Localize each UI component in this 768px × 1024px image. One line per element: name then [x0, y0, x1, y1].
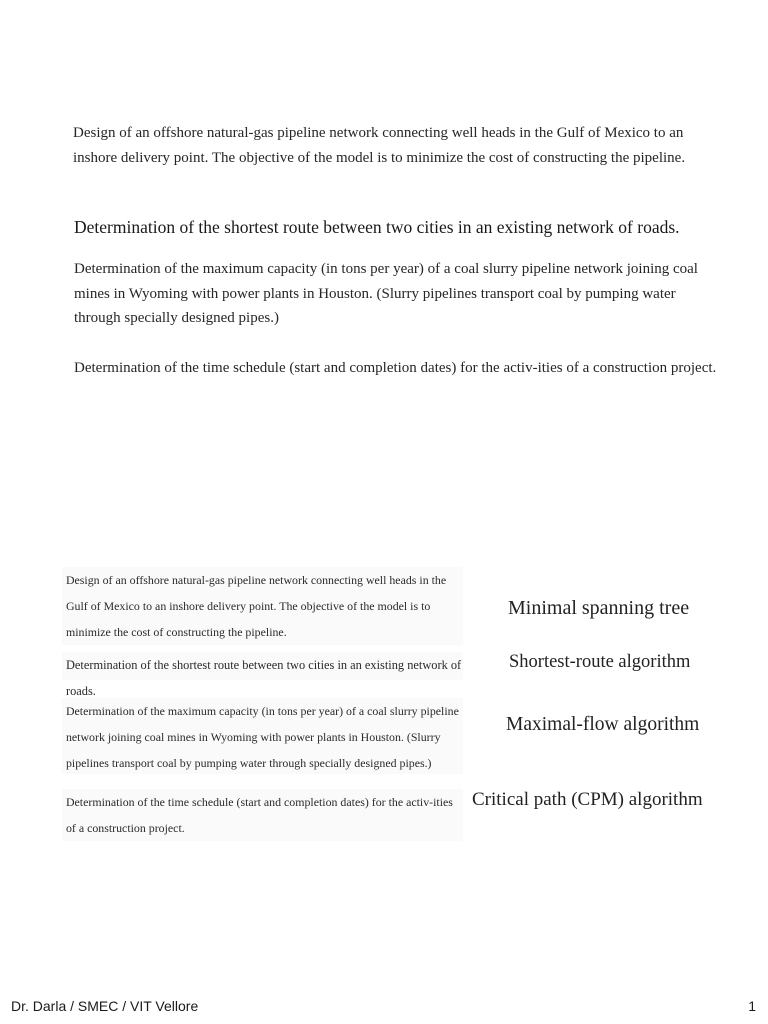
row-algorithm: Critical path (CPM) algorithm: [472, 789, 703, 810]
row-description: Determination of the shortest route between two cities in an existing network of roads.: [62, 652, 463, 680]
row-algorithm: Shortest-route algorithm: [509, 652, 691, 672]
footer-author: Dr. Darla / SMEC / VIT Vellore: [11, 998, 199, 1014]
paragraph-shortest-route: Determination of the shortest route between two cities in an existing network of roads.: [74, 217, 680, 237]
paragraph-maximum-capacity: Determination of the maximum capacity (in tons per year) of a coal slurry pipeline network joining coal mines in Wyoming with power plants in Houston. (Slurry pipelines transport coal by pumping water through specially designed pipes.): [74, 261, 698, 326]
paragraph-pipeline-design: Design of an offshore natural-gas pipeline network connecting well heads in the Gulf of Mexico to an inshore delivery point. The objective of the model is to minimize the cost of constructing the pipeline.: [73, 125, 686, 166]
page-number: 1: [748, 998, 756, 1014]
row-algorithm: Minimal spanning tree: [508, 597, 690, 619]
row-algorithm: Maximal-flow algorithm: [506, 714, 700, 735]
row-description: Determination of the time schedule (start and completion dates) for the activ-ities of a construction project.: [62, 789, 463, 841]
row-description: Design of an offshore natural-gas pipeline network connecting well heads in the Gulf of Mexico to an inshore delivery point. The objective of the model is to minimize the cost of constructing the pipeline.: [62, 567, 463, 645]
paragraph-time-schedule: Determination of the time schedule (start and completion dates) for the activ-ities of a construction project.: [74, 360, 717, 376]
row-description: Determination of the maximum capacity (in tons per year) of a coal slurry pipeline network joining coal mines in Wyoming with power plants in Houston. (Slurry pipelines transport coal by pumping water through specially designed pipes.): [62, 698, 463, 774]
